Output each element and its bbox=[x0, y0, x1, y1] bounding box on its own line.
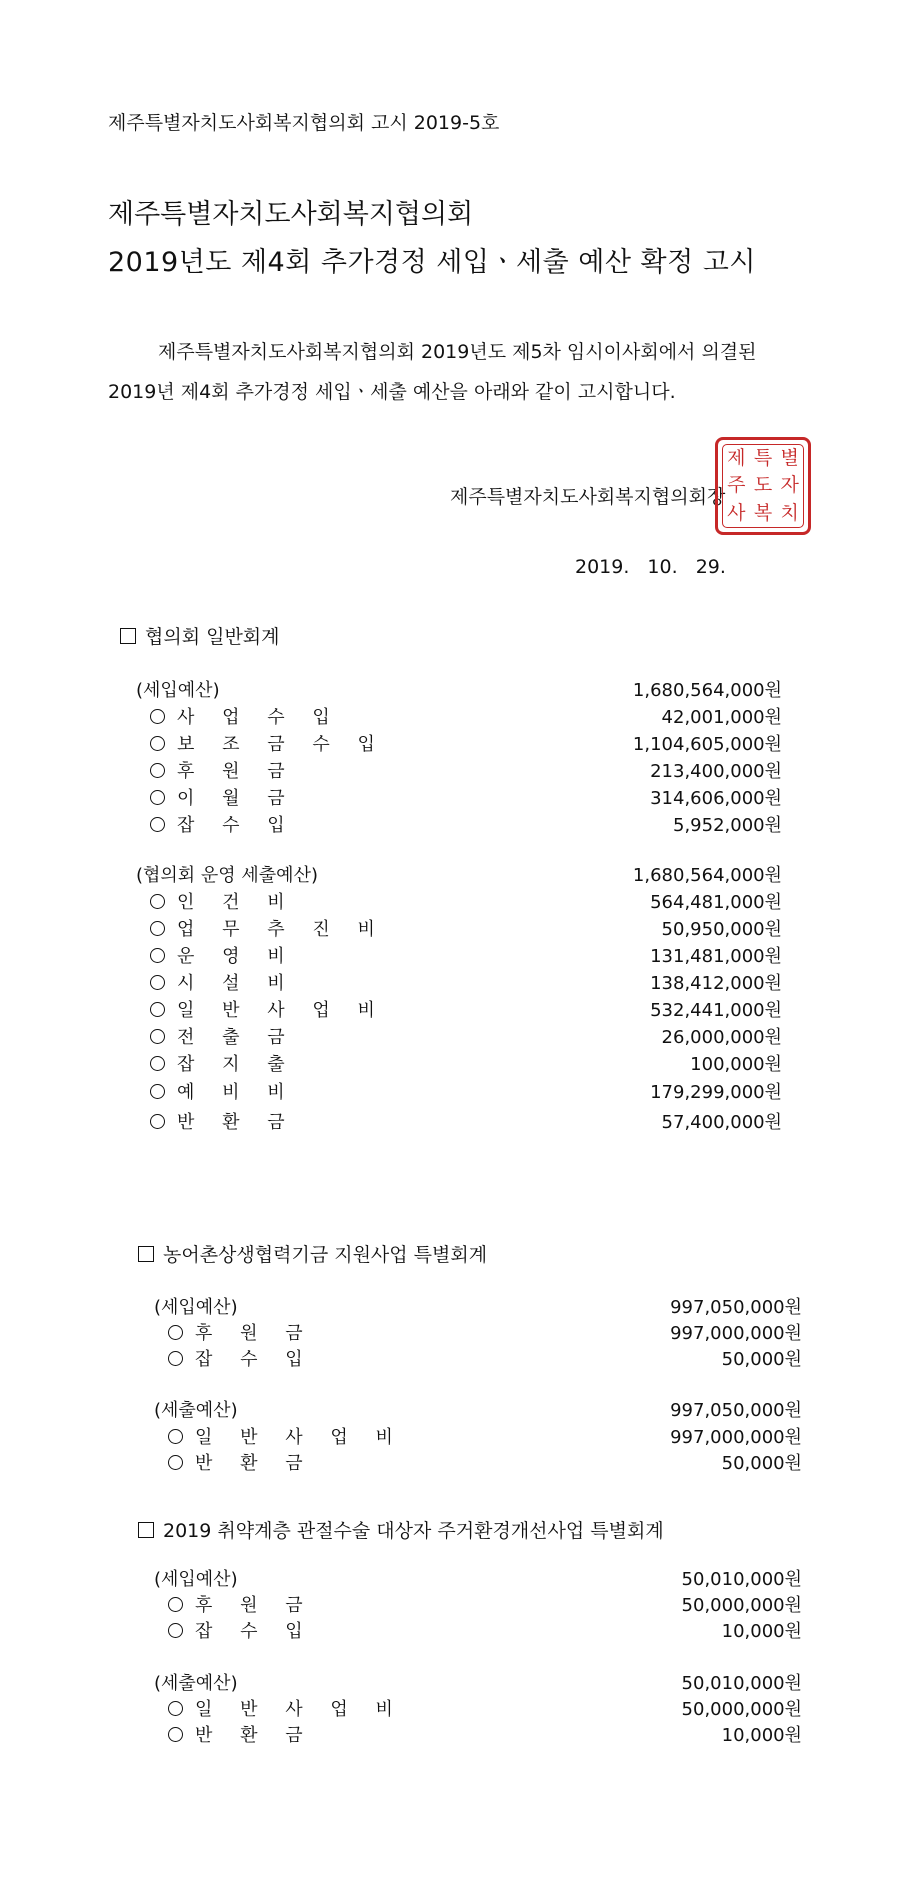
seal-char: 복 bbox=[753, 501, 773, 524]
circle-bullet-icon bbox=[150, 948, 165, 963]
section-heading bbox=[138, 1516, 664, 1543]
section-heading bbox=[138, 1240, 487, 1267]
circle-bullet-icon bbox=[150, 894, 165, 909]
line-item-row bbox=[150, 1051, 782, 1078]
line-item-amount: 1,104,605,000원 bbox=[632, 734, 782, 755]
line-item-label: 잡 지 출 bbox=[177, 1054, 296, 1075]
circle-bullet-icon bbox=[150, 1084, 165, 1099]
line-item-amount: 179,299,000원 bbox=[650, 1082, 782, 1103]
line-item-label: 인 건 비 bbox=[177, 892, 296, 913]
body-paragraph-line-1 bbox=[108, 332, 803, 372]
document-title: 2019년도 제4회 추가경정 세입ㆍ세출 예산 확정 고시 bbox=[108, 247, 756, 278]
line-item-label: 반 환 금 bbox=[177, 1112, 296, 1133]
line-item-row bbox=[150, 1079, 782, 1106]
seal-char: 도 bbox=[753, 474, 773, 497]
group-total-row bbox=[154, 1397, 802, 1424]
issuer-name: 제주특별자치도사회복지협의회장 bbox=[450, 486, 726, 508]
group-total: 50,010,000원 bbox=[681, 1673, 802, 1694]
line-item-label: 운 영 비 bbox=[177, 946, 296, 967]
line-item-amount: 100,000원 bbox=[690, 1054, 782, 1075]
seal-char: 별 bbox=[780, 447, 799, 470]
line-item-row bbox=[168, 1618, 802, 1645]
section-heading bbox=[120, 622, 280, 649]
circle-bullet-icon bbox=[150, 817, 165, 832]
seal-char: 특 bbox=[753, 447, 773, 470]
group-total-row bbox=[136, 862, 782, 889]
line-item-row bbox=[168, 1592, 802, 1619]
line-item-label: 잡 수 입 bbox=[195, 1621, 314, 1642]
line-item-amount: 997,000,000원 bbox=[670, 1427, 802, 1448]
group-total-row bbox=[136, 677, 782, 704]
circle-bullet-icon bbox=[150, 1029, 165, 1044]
line-item-amount: 138,412,000원 bbox=[650, 973, 782, 994]
line-item-label: 업 무 추 진 비 bbox=[177, 919, 386, 940]
line-item-row bbox=[168, 1696, 802, 1723]
group-label: (세입예산) bbox=[154, 1569, 238, 1590]
line-item-row bbox=[150, 916, 782, 943]
group-label: (세입예산) bbox=[154, 1297, 238, 1318]
line-item-row bbox=[150, 1109, 782, 1136]
line-item-label: 전 출 금 bbox=[177, 1027, 296, 1048]
group-total-row bbox=[154, 1566, 802, 1593]
line-item-row bbox=[150, 785, 782, 812]
line-item-amount: 131,481,000원 bbox=[650, 946, 782, 967]
line-item-amount: 26,000,000원 bbox=[661, 1027, 782, 1048]
line-item-amount: 50,000,000원 bbox=[681, 1595, 802, 1616]
body-line-2-text: 2019년 제4회 추가경정 세입ㆍ세출 예산을 아래와 같이 고시합니다. bbox=[108, 381, 676, 403]
group-total: 1,680,564,000원 bbox=[632, 680, 782, 701]
line-item-row bbox=[168, 1346, 802, 1373]
seal-characters bbox=[722, 444, 804, 528]
circle-bullet-icon bbox=[150, 790, 165, 805]
seal-char: 제 bbox=[727, 447, 746, 470]
line-item-label: 후 원 금 bbox=[195, 1323, 314, 1344]
line-item-label: 시 설 비 bbox=[177, 973, 296, 994]
circle-bullet-icon bbox=[150, 975, 165, 990]
circle-bullet-icon bbox=[168, 1351, 183, 1366]
group-total: 1,680,564,000원 bbox=[632, 865, 782, 886]
seal-char: 사 bbox=[727, 501, 746, 524]
line-item-row bbox=[150, 889, 782, 916]
circle-bullet-icon bbox=[150, 709, 165, 724]
checkbox-square-icon bbox=[138, 1522, 154, 1538]
line-item-amount: 57,400,000원 bbox=[661, 1112, 782, 1133]
section-heading-text: 농어촌상생협력기금 지원사업 특별회계 bbox=[163, 1244, 488, 1266]
group-label: (세입예산) bbox=[136, 680, 220, 701]
line-item-amount: 532,441,000원 bbox=[650, 1000, 782, 1021]
line-item-row bbox=[150, 970, 782, 997]
line-item-row bbox=[168, 1450, 802, 1477]
line-item-amount: 50,000원 bbox=[721, 1349, 802, 1370]
line-item-label: 후 원 금 bbox=[177, 761, 296, 782]
section-heading-text: 협의회 일반회계 bbox=[145, 626, 280, 648]
line-item-amount: 997,000,000원 bbox=[670, 1323, 802, 1344]
line-item-row bbox=[150, 758, 782, 785]
checkbox-square-icon bbox=[138, 1246, 154, 1262]
line-item-label: 이 월 금 bbox=[177, 788, 296, 809]
circle-bullet-icon bbox=[168, 1623, 183, 1638]
line-item-row bbox=[150, 704, 782, 731]
group-total: 997,050,000원 bbox=[670, 1400, 802, 1421]
line-item-amount: 10,000원 bbox=[721, 1725, 802, 1746]
line-item-label: 반 환 금 bbox=[195, 1453, 314, 1474]
line-item-row bbox=[168, 1722, 802, 1749]
section-heading-text: 2019 취약계층 관절수술 대상자 주거환경개선사업 특별회계 bbox=[163, 1520, 664, 1542]
body-paragraph-line-2 bbox=[108, 372, 803, 412]
circle-bullet-icon bbox=[150, 763, 165, 778]
line-item-amount: 50,000원 bbox=[721, 1453, 802, 1474]
line-item-amount: 10,000원 bbox=[721, 1621, 802, 1642]
circle-bullet-icon bbox=[150, 736, 165, 751]
notice-number: 제주특별자치도사회복지협의회 고시 2019-5호 bbox=[108, 112, 500, 134]
line-item-amount: 564,481,000원 bbox=[650, 892, 782, 913]
line-item-label: 잡 수 입 bbox=[195, 1349, 314, 1370]
line-item-row bbox=[150, 997, 782, 1024]
circle-bullet-icon bbox=[168, 1325, 183, 1340]
line-item-label: 보 조 금 수 입 bbox=[177, 734, 386, 755]
line-item-row bbox=[168, 1320, 802, 1347]
official-seal bbox=[715, 437, 811, 535]
group-label: (세출예산) bbox=[154, 1400, 238, 1421]
circle-bullet-icon bbox=[168, 1701, 183, 1716]
circle-bullet-icon bbox=[150, 1114, 165, 1129]
body-line-1-text: 제주특별자치도사회복지협의회 2019년도 제5차 임시이사회에서 의결된 bbox=[158, 341, 757, 363]
line-item-row bbox=[150, 943, 782, 970]
circle-bullet-icon bbox=[168, 1455, 183, 1470]
line-item-label: 일 반 사 업 비 bbox=[195, 1427, 404, 1448]
group-total: 50,010,000원 bbox=[681, 1569, 802, 1590]
line-item-label: 사 업 수 입 bbox=[177, 707, 341, 728]
seal-char: 자 bbox=[780, 474, 799, 497]
line-item-row bbox=[150, 1024, 782, 1051]
line-item-amount: 50,950,000원 bbox=[661, 919, 782, 940]
seal-char: 주 bbox=[727, 474, 746, 497]
group-total-row bbox=[154, 1670, 802, 1697]
circle-bullet-icon bbox=[150, 1056, 165, 1071]
circle-bullet-icon bbox=[168, 1429, 183, 1444]
group-label: (협의회 운영 세출예산) bbox=[136, 865, 318, 886]
line-item-label: 반 환 금 bbox=[195, 1725, 314, 1746]
seal-char: 치 bbox=[780, 501, 799, 524]
line-item-label: 후 원 금 bbox=[195, 1595, 314, 1616]
line-item-amount: 50,000,000원 bbox=[681, 1699, 802, 1720]
circle-bullet-icon bbox=[150, 921, 165, 936]
notice-date: 2019. 10. 29. bbox=[575, 556, 726, 578]
line-item-label: 예 비 비 bbox=[177, 1082, 296, 1103]
line-item-amount: 213,400,000원 bbox=[650, 761, 782, 782]
line-item-amount: 5,952,000원 bbox=[673, 815, 782, 836]
line-item-row bbox=[150, 812, 782, 839]
line-item-label: 잡 수 입 bbox=[177, 815, 296, 836]
checkbox-square-icon bbox=[120, 628, 136, 644]
circle-bullet-icon bbox=[168, 1597, 183, 1612]
line-item-label: 일 반 사 업 비 bbox=[177, 1000, 386, 1021]
group-label: (세출예산) bbox=[154, 1673, 238, 1694]
line-item-amount: 314,606,000원 bbox=[650, 788, 782, 809]
line-item-label: 일 반 사 업 비 bbox=[195, 1699, 404, 1720]
line-item-amount: 42,001,000원 bbox=[661, 707, 782, 728]
group-total: 997,050,000원 bbox=[670, 1297, 802, 1318]
circle-bullet-icon bbox=[168, 1727, 183, 1742]
document-title-org: 제주특별자치도사회복지협의회 bbox=[108, 199, 474, 230]
group-total-row bbox=[154, 1294, 802, 1321]
line-item-row bbox=[150, 731, 782, 758]
circle-bullet-icon bbox=[150, 1002, 165, 1017]
line-item-row bbox=[168, 1424, 802, 1451]
